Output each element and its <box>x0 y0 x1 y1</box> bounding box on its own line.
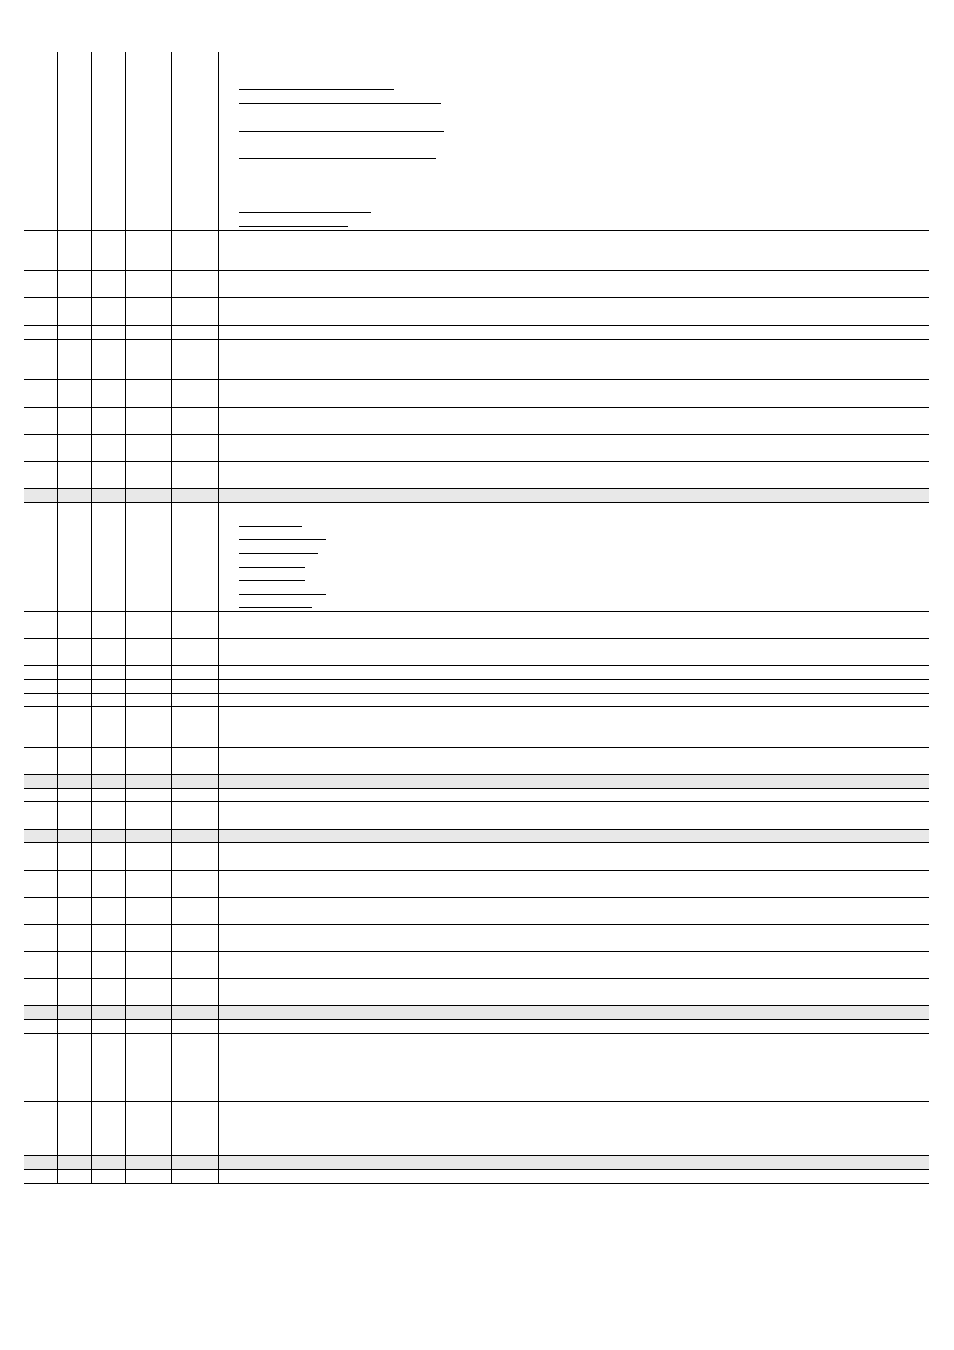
shaded-row <box>24 488 929 502</box>
link-underline[interactable] <box>239 539 326 540</box>
row-divider <box>24 407 929 408</box>
link-underline[interactable] <box>239 158 436 159</box>
link-underline[interactable] <box>239 103 441 104</box>
row-divider <box>24 1019 929 1020</box>
link-underline[interactable] <box>239 553 318 554</box>
column-divider <box>57 52 58 1183</box>
shaded-row <box>24 1005 929 1019</box>
row-divider <box>24 978 929 979</box>
row-divider <box>24 747 929 748</box>
row-divider <box>24 270 929 271</box>
row-divider <box>24 488 929 489</box>
row-divider <box>24 842 929 843</box>
row-divider <box>24 230 929 231</box>
column-divider <box>171 52 172 1183</box>
link-underline[interactable] <box>239 526 302 527</box>
row-divider <box>24 1169 929 1170</box>
row-divider <box>24 1101 929 1102</box>
link-underline[interactable] <box>239 131 444 132</box>
row-divider <box>24 951 929 952</box>
row-divider <box>24 829 929 830</box>
row-divider <box>24 897 929 898</box>
row-divider <box>24 693 929 694</box>
row-divider <box>24 325 929 326</box>
row-divider <box>24 706 929 707</box>
row-divider <box>24 870 929 871</box>
column-divider <box>91 52 92 1183</box>
row-divider <box>24 1183 929 1184</box>
shaded-row <box>24 829 929 842</box>
row-divider <box>24 774 929 775</box>
row-divider <box>24 788 929 789</box>
column-divider <box>125 52 126 1183</box>
link-underline[interactable] <box>239 226 348 227</box>
row-divider <box>24 1005 929 1006</box>
row-divider <box>24 461 929 462</box>
row-divider <box>24 679 929 680</box>
row-divider <box>24 339 929 340</box>
row-divider <box>24 297 929 298</box>
row-divider <box>24 379 929 380</box>
row-divider <box>24 434 929 435</box>
column-divider <box>218 52 219 1183</box>
row-divider <box>24 502 929 503</box>
link-underline[interactable] <box>239 89 394 90</box>
row-divider <box>24 924 929 925</box>
row-divider <box>24 1033 929 1034</box>
shaded-row <box>24 774 929 788</box>
row-divider <box>24 611 929 612</box>
row-divider <box>24 665 929 666</box>
link-underline[interactable] <box>239 212 371 213</box>
link-underline[interactable] <box>239 594 326 595</box>
shaded-row <box>24 1155 929 1169</box>
row-divider <box>24 1155 929 1156</box>
row-divider <box>24 638 929 639</box>
link-underline[interactable] <box>239 580 305 581</box>
row-divider <box>24 801 929 802</box>
link-underline[interactable] <box>239 567 305 568</box>
link-underline[interactable] <box>239 607 312 608</box>
